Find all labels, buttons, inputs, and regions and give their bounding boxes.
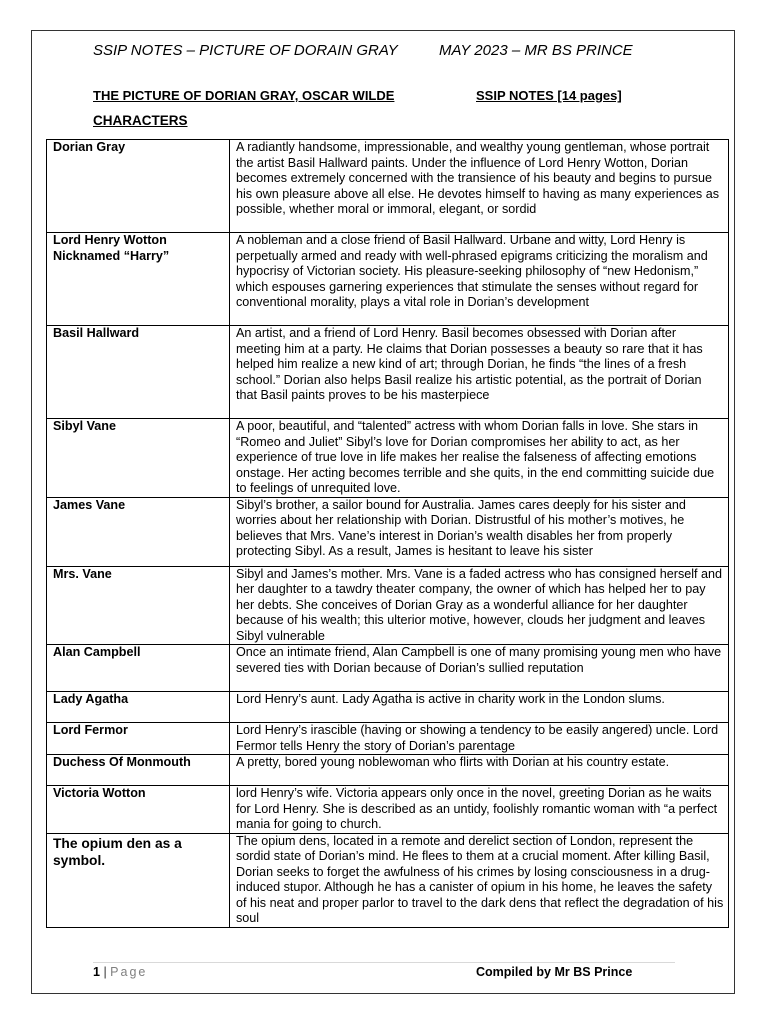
character-name: Sibyl Vane: [47, 419, 230, 498]
table-row: [47, 233, 729, 326]
character-nickname: Nicknamed “Harry”: [53, 248, 170, 263]
table-row: [47, 326, 729, 419]
character-name: Victoria Wotton: [47, 786, 230, 834]
table-row: [47, 786, 729, 834]
table-row: [47, 833, 729, 927]
table-row: [47, 755, 729, 786]
page-number-footer: [93, 965, 147, 979]
character-name: Mrs. Vane: [47, 566, 230, 645]
character-name: Lord Fermor: [47, 723, 230, 755]
character-description: A radiantly handsome, impressionable, and wealthy young gentleman, whose portrait the artist Basil Hallward paints. Under the influence of Lord Henry Wotton, Dorian becomes extremely concerned with the transience of his beauty and begins to pursue his own pleasure above all else. He devotes himself to having as many experiences as possible, whether moral or immoral, elegant, or sordid: [230, 140, 729, 233]
character-description: An artist, and a friend of Lord Henry. Basil becomes obsessed with Dorian after meeting him at a party. He claims that Dorian possesses a beauty so rare that it has helped him realize a new kind of art; through Dorian, he finds “the lines of a fresh school.” Dorian also helps Basil realize his artistic potential, as the portrait of Dorian that Basil paints proves to be his masterpiece: [230, 326, 729, 419]
table-row: [47, 645, 729, 692]
character-description: Lord Henry’s irascible (having or showing a tendency to be easily angered) uncle. Lord Fermor tells Henry the story of Dorian’s parentage: [230, 723, 729, 755]
character-description: Lord Henry’s aunt. Lady Agatha is active in charity work in the London slums.: [230, 692, 729, 723]
footer-divider: [93, 962, 675, 963]
page-label: Page: [110, 965, 148, 979]
character-name: [47, 233, 230, 326]
character-name: Duchess Of Monmouth: [47, 755, 230, 786]
character-description: Sibyl’s brother, a sailor bound for Australia. James cares deeply for his sister and worries about her relationship with Dorian. Distrustful of his mother’s motives, he believes that Mrs. Vane’s interest in Dorian’s wealth disables her from properly protecting Sibyl. As a result, James is hesitant to leave his sister: [230, 497, 729, 566]
character-description: Sibyl and James’s mother. Mrs. Vane is a faded actress who has consigned herself and her daughter to a tawdry theater company, the owner of which has helped her to pay her debts. She conceives of Dorian Gray as a wonderful alliance for her daughter because of his wealth; this ulterior motive, however, clouds her judgment and leaves Sibyl vulnerable: [230, 566, 729, 645]
character-name: James Vane: [47, 497, 230, 566]
character-description: A nobleman and a close friend of Basil Hallward. Urbane and witty, Lord Henry is perpetually armed and ready with well-phrased epigrams criticizing the moralism and hypocrisy of Victorian society. His pleasure-seeking philosophy of “new Hedonism,” which espouses garnering experiences that stimulate the senses without regard for conventional morality, plays a vital role in Dorian’s development: [230, 233, 729, 326]
table-row: [47, 419, 729, 498]
compiled-by: Compiled by Mr BS Prince: [476, 965, 633, 979]
title-right: SSIP NOTES [14 pages]: [476, 88, 622, 103]
characters-table: [46, 139, 729, 928]
title-left: THE PICTURE OF DORIAN GRAY, OSCAR WILDE: [93, 88, 395, 103]
header-left: SSIP NOTES – PICTURE OF DORAIN GRAY: [93, 42, 398, 59]
table-row: [47, 566, 729, 645]
symbol-description: The opium dens, located in a remote and derelict section of London, represent the sordid state of Dorian’s mind. He flees to them at a crucial moment. After killing Basil, Dorian seeks to forget the awfulness of his crimes by losing consciousness in a drug-induced stupor. Although he has a canister of opium in his home, he leaves the safety of his neat and proper parlor to travel to the dark dens that reflect the degradation of his soul: [230, 833, 729, 927]
character-name-line: Lord Henry Wotton: [53, 233, 167, 247]
header-right: MAY 2023 – MR BS PRINCE: [439, 42, 633, 59]
table-row: [47, 692, 729, 723]
symbol-heading: The opium den as a symbol.: [47, 833, 230, 927]
table-row: [47, 723, 729, 755]
character-description: Once an intimate friend, Alan Campbell is one of many promising young men who have severed ties with Dorian because of Dorian’s sullied reputation: [230, 645, 729, 692]
table-row: [47, 140, 729, 233]
character-name: Alan Campbell: [47, 645, 230, 692]
page-number: 1: [93, 965, 100, 979]
character-name: Basil Hallward: [47, 326, 230, 419]
character-description: A pretty, bored young noblewoman who flirts with Dorian at his country estate.: [230, 755, 729, 786]
table-row: [47, 497, 729, 566]
character-name: Dorian Gray: [47, 140, 230, 233]
section-heading: CHARACTERS: [93, 113, 188, 128]
page-separator: |: [103, 965, 107, 979]
character-description: lord Henry’s wife. Victoria appears only once in the novel, greeting Dorian as he waits for Lord Henry. She is described as an untidy, foolishly romantic woman with “a perfect mania for going to church.: [230, 786, 729, 834]
character-description: A poor, beautiful, and “talented” actress with whom Dorian falls in love. She stars in “Romeo and Juliet” Sibyl’s love for Dorian compromises her ability to act, as her experience of true love in life makes her realise the falseness of affecting emotions onstage. Her acting becomes terrible and she quits, in the end committing suicide due to feelings of unrequited love.: [230, 419, 729, 498]
character-name: Lady Agatha: [47, 692, 230, 723]
